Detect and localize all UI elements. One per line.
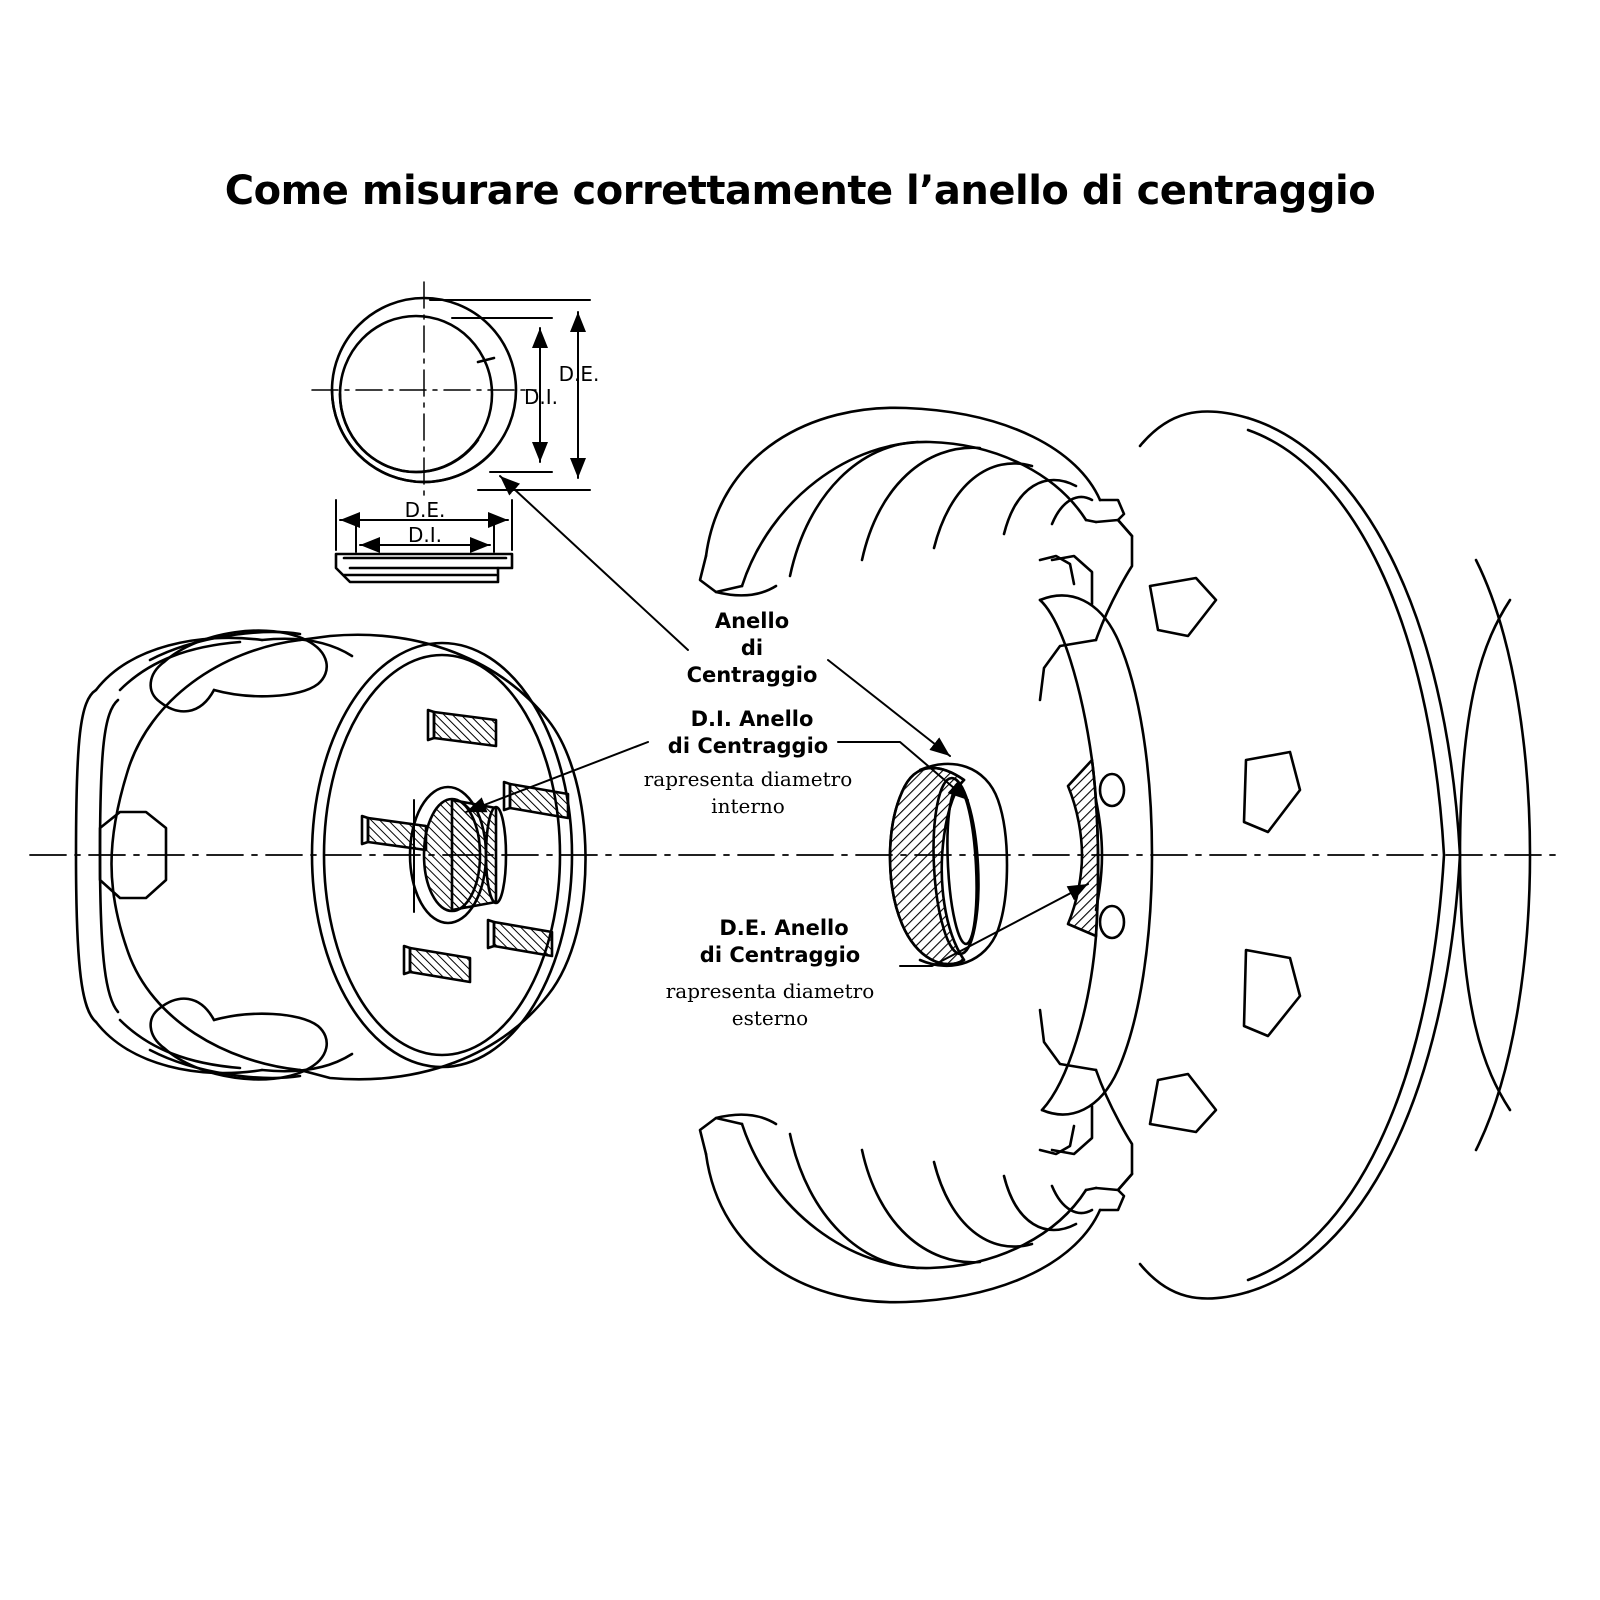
centering-ring-front-view [312, 282, 536, 500]
tyre-cross-section-lower [700, 1070, 1132, 1302]
callout-de-line1: D.E. Anello [719, 916, 849, 940]
dim-label-di-front: D.I. [523, 385, 558, 409]
leader-anello [500, 476, 688, 650]
dim-label-de-front: D.E. [558, 362, 600, 386]
callout-anello-line1: Anello [714, 609, 790, 633]
callout-di-line2: di Centraggio [667, 734, 829, 758]
callout-de-note-line2: esterno [731, 1006, 809, 1030]
tyre-cross-section-upper [700, 408, 1132, 596]
centering-ring-section-view [336, 554, 512, 582]
callout-di-note-line2: interno [711, 794, 785, 818]
callout-anello-line3: Centraggio [686, 663, 818, 687]
dim-label-de-section: D.E. [404, 498, 446, 522]
callout-de-note-line1: rapresenta diametro [665, 979, 875, 1003]
page-title: Come misurare correttamente l’anello di centraggio [224, 168, 1376, 214]
callout-di-note-line1: rapresenta diametro [643, 767, 853, 791]
callout-de-line2: di Centraggio [699, 943, 861, 967]
callout-anello-line2: di [740, 636, 764, 660]
dim-label-di-section: D.I. [407, 523, 442, 547]
callout-di-line1: D.I. Anello [690, 707, 814, 731]
